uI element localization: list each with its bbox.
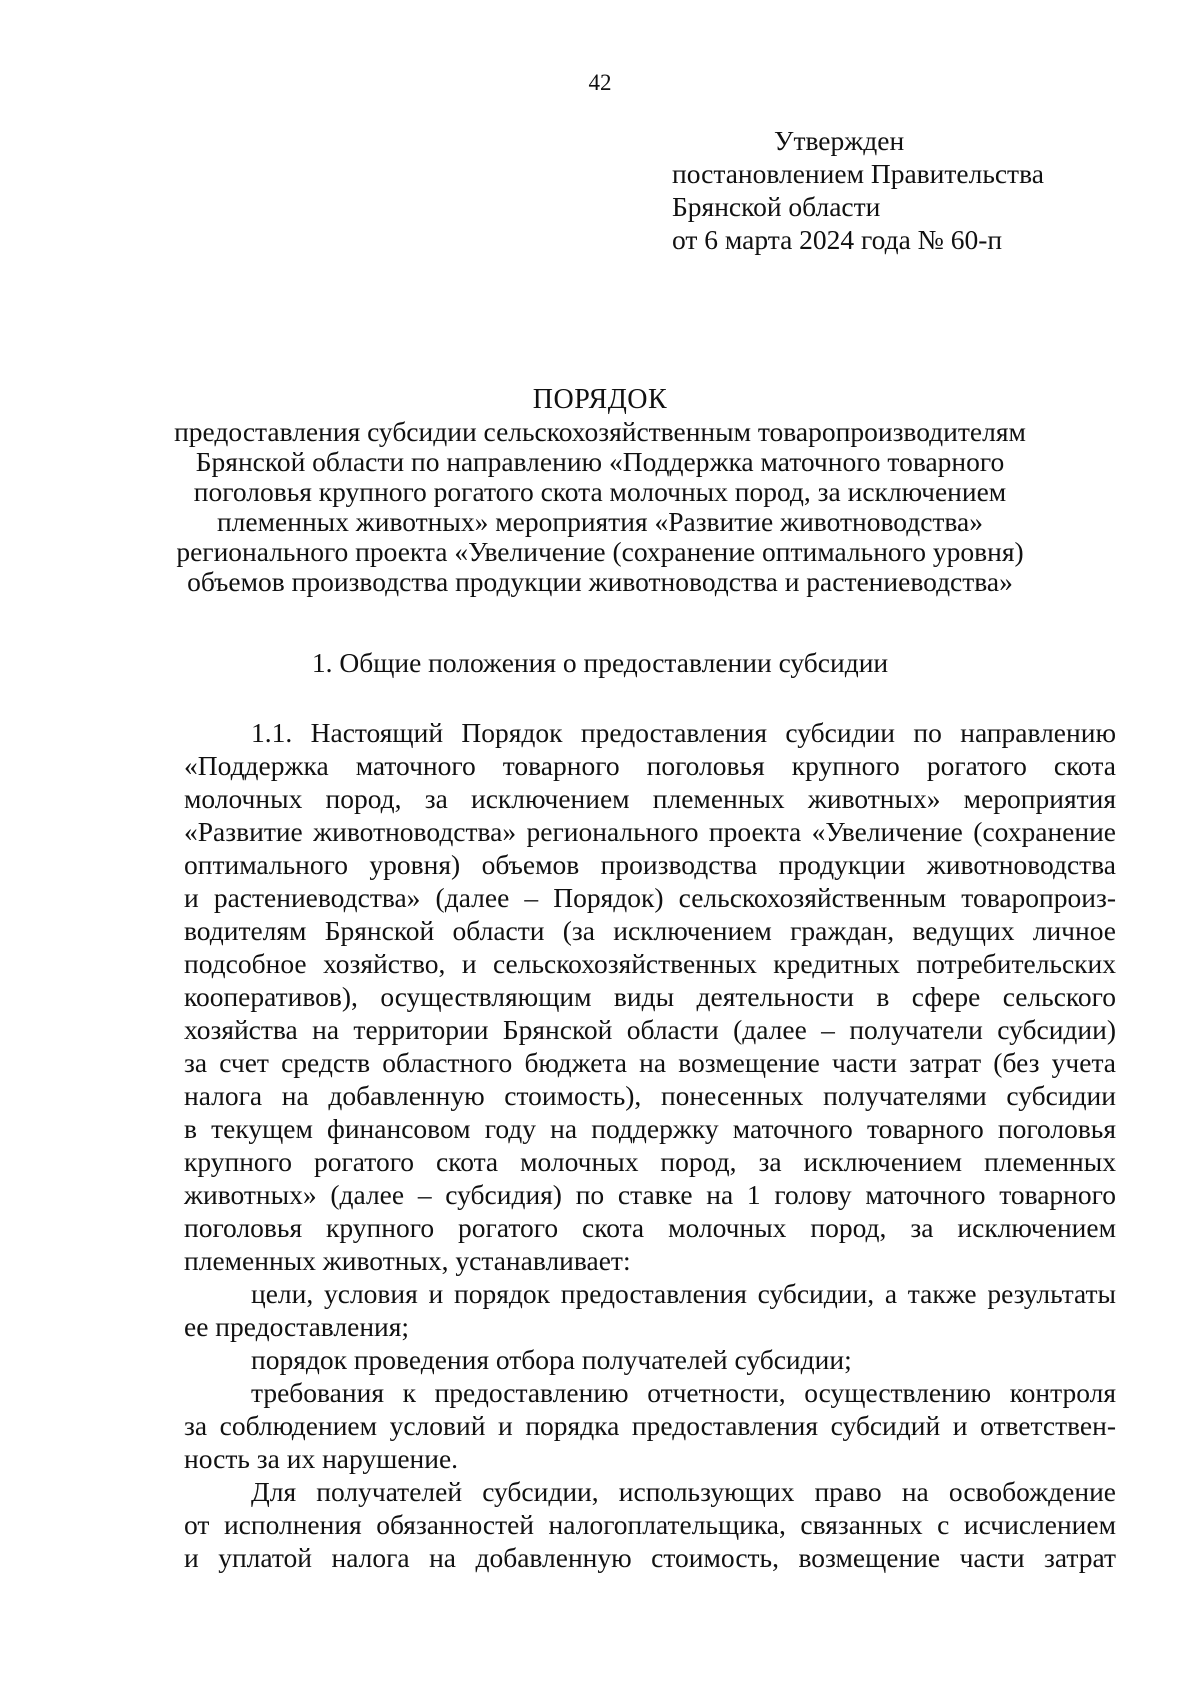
paragraph-line: «Поддержка маточного товарного поголовья крупного рогатого скота (184, 750, 1116, 781)
document-title: ПОРЯДОК (532, 384, 668, 415)
document-subtitle (0, 417, 1200, 597)
paragraph (184, 1343, 1116, 1376)
subtitle-line: племенных животных» мероприятия «Развитие животноводства» (216, 506, 984, 537)
paragraph (184, 1376, 1116, 1475)
paragraph (184, 716, 1116, 1277)
subtitle-line: Брянской области по направлению «Поддержка маточного товарного (195, 446, 1005, 477)
subtitle-line: объемов производства продукции животноводства и растениеводства» (187, 566, 1013, 597)
subtitle-line: поголовья крупного рогатого скота молочных пород, за исключением (193, 476, 1007, 507)
paragraph-line: крупного рогатого скота молочных пород, за исключением племенных (184, 1146, 1116, 1177)
paragraph-line: оптимального уровня) объемов производства продукции животноводства (184, 849, 1116, 880)
paragraph-line: молочных пород, за исключением племенных животных» мероприятия (184, 783, 1116, 814)
approval-line: от 6 марта 2024 года № 60-п (672, 224, 1003, 255)
paragraph (184, 1277, 1116, 1343)
paragraph-line: цели, условия и порядок предоставления субсидии, а также результаты (251, 1278, 1116, 1309)
approval-line: постановлением Правительства (672, 158, 1044, 189)
paragraph-line: поголовья крупного рогатого скота молочных пород, за исключением (184, 1212, 1116, 1243)
paragraph-line: и уплатой налога на добавленную стоимость, возмещение части затрат (184, 1542, 1116, 1573)
paragraph-line: хозяйства на территории Брянской области (далее – получатели субсидии) (184, 1014, 1116, 1045)
paragraph-line: племенных животных, устанавливает: (184, 1245, 631, 1276)
paragraph-line: и растениеводства» (далее – Порядок) сельскохозяйственным товаропроиз- (184, 882, 1116, 913)
paragraph-line: водителям Брянской области (за исключением граждан, ведущих личное (184, 915, 1116, 946)
paragraph-line: за соблюдением условий и порядка предоставления субсидий и ответствен- (184, 1410, 1116, 1441)
paragraph-line: «Развитие животноводства» регионального проекта «Увеличение (сохранение (184, 816, 1116, 847)
subtitle-line: предоставления субсидии сельскохозяйственным товаропроизводителям (174, 416, 1026, 447)
paragraph-line: требования к предоставлению отчетности, осуществлению контроля (251, 1377, 1116, 1408)
title-block (0, 383, 1200, 597)
subtitle-line: регионального проекта «Увеличение (сохранение оптимального уровня) (176, 536, 1024, 567)
approval-stamp-block (672, 124, 1044, 256)
paragraph-line: подсобное хозяйство, и сельскохозяйственных кредитных потребительских (184, 948, 1116, 979)
paragraph-line: порядок проведения отбора получателей субсидии; (251, 1344, 852, 1375)
paragraph (184, 1475, 1116, 1574)
paragraph-line: кооперативов), осуществляющим виды деятельности в сфере сельского (184, 981, 1116, 1012)
paragraph-line: в текущем финансовом году на поддержку маточного товарного поголовья (184, 1113, 1116, 1144)
paragraph-line: налога на добавленную стоимость), понесенных получателями субсидии (184, 1080, 1116, 1111)
page-number: 42 (588, 70, 612, 95)
paragraph-line: животных» (далее – субсидия) по ставке на 1 голову маточного товарного (184, 1179, 1116, 1210)
paragraph-line: ее предоставления; (184, 1311, 410, 1342)
document-body (184, 716, 1116, 1574)
approval-line: Утвержден (774, 125, 905, 156)
paragraph-line: Для получателей субсидии, использующих право на освобождение (251, 1476, 1116, 1507)
paragraph-line: ность за их нарушение. (184, 1443, 459, 1474)
paragraph-line: от исполнения обязанностей налогоплательщика, связанных с исчислением (184, 1509, 1116, 1540)
approval-line: Брянской области (672, 191, 881, 222)
paragraph-line: за счет средств областного бюджета на возмещение части затрат (без учета (184, 1047, 1116, 1078)
paragraph-line: 1.1. Настоящий Порядок предоставления субсидии по направлению (251, 717, 1116, 748)
section-heading: 1. Общие положения о предоставлении субсидии (311, 647, 889, 678)
